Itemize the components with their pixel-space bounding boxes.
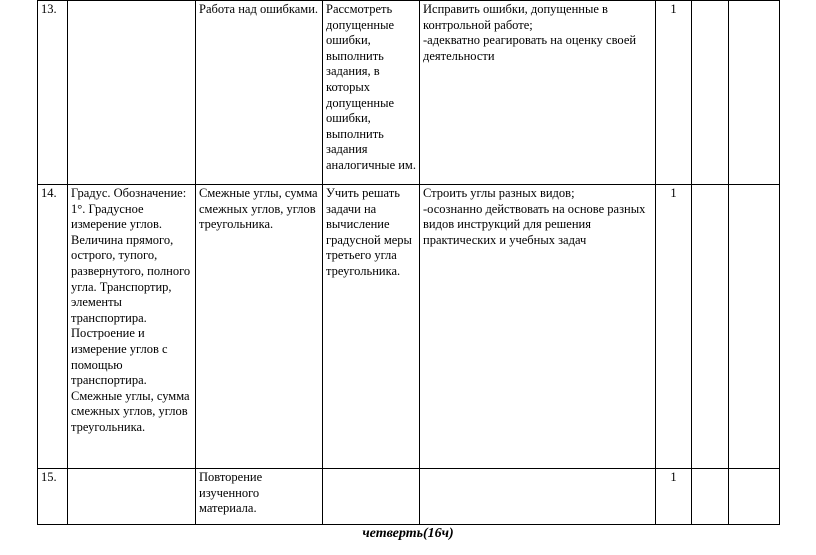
lesson-hours: 1 xyxy=(656,1,692,185)
result-item: Строить углы разных видов; xyxy=(423,186,575,200)
quarter-heading: четверть(16ч) xyxy=(362,526,454,541)
lesson-results xyxy=(420,469,656,525)
empty-cell xyxy=(692,1,729,185)
lesson-plan-table xyxy=(37,0,780,525)
lesson-content xyxy=(68,469,196,525)
lesson-topic: Повторение изученного материала. xyxy=(196,469,323,525)
result-item: Исправить ошибки, допущенные в контрольной работе; xyxy=(423,2,608,32)
table-row xyxy=(38,185,780,469)
empty-cell xyxy=(729,1,780,185)
lesson-number: 15. xyxy=(38,469,68,525)
result-item: -адекватно реагировать на оценку своей деятельности xyxy=(423,33,637,63)
empty-cell xyxy=(692,185,729,469)
empty-cell xyxy=(729,469,780,525)
lesson-topic: Смежные углы, сумма смежных углов, углов треугольника. xyxy=(196,185,323,469)
lesson-topic: Работа над ошибками. xyxy=(196,1,323,185)
lesson-results xyxy=(420,1,656,185)
lesson-goal: Рассмотреть допущенные ошибки, выполнить задания, в которых допущенные ошибки, выполнить задания аналогичные им. xyxy=(323,1,420,185)
empty-cell xyxy=(692,469,729,525)
result-item: -осознанно действовать на основе разных видов инструкций для решения практических и учебных задач xyxy=(423,201,646,247)
lesson-number: 13. xyxy=(38,1,68,185)
lesson-goal xyxy=(323,469,420,525)
lesson-content: Градус. Обозначение: 1°. Градусное измерение углов. Величина прямого, острого, тупого, развернутого, полного угла. Транспортир, элементы транспортира. Построение и измерение углов с помощью транспортира. Смежные углы, сумма смежных углов, углов треугольника. xyxy=(68,185,196,469)
lesson-hours: 1 xyxy=(656,185,692,469)
lesson-number: 14. xyxy=(38,185,68,469)
empty-cell xyxy=(729,185,780,469)
table-row xyxy=(38,1,780,185)
lesson-goal: Учить решать задачи на вычисление градусной меры третьего угла треугольника. xyxy=(323,185,420,469)
lesson-content xyxy=(68,1,196,185)
table-row xyxy=(38,469,780,525)
lesson-hours: 1 xyxy=(656,469,692,525)
lesson-results xyxy=(420,185,656,469)
